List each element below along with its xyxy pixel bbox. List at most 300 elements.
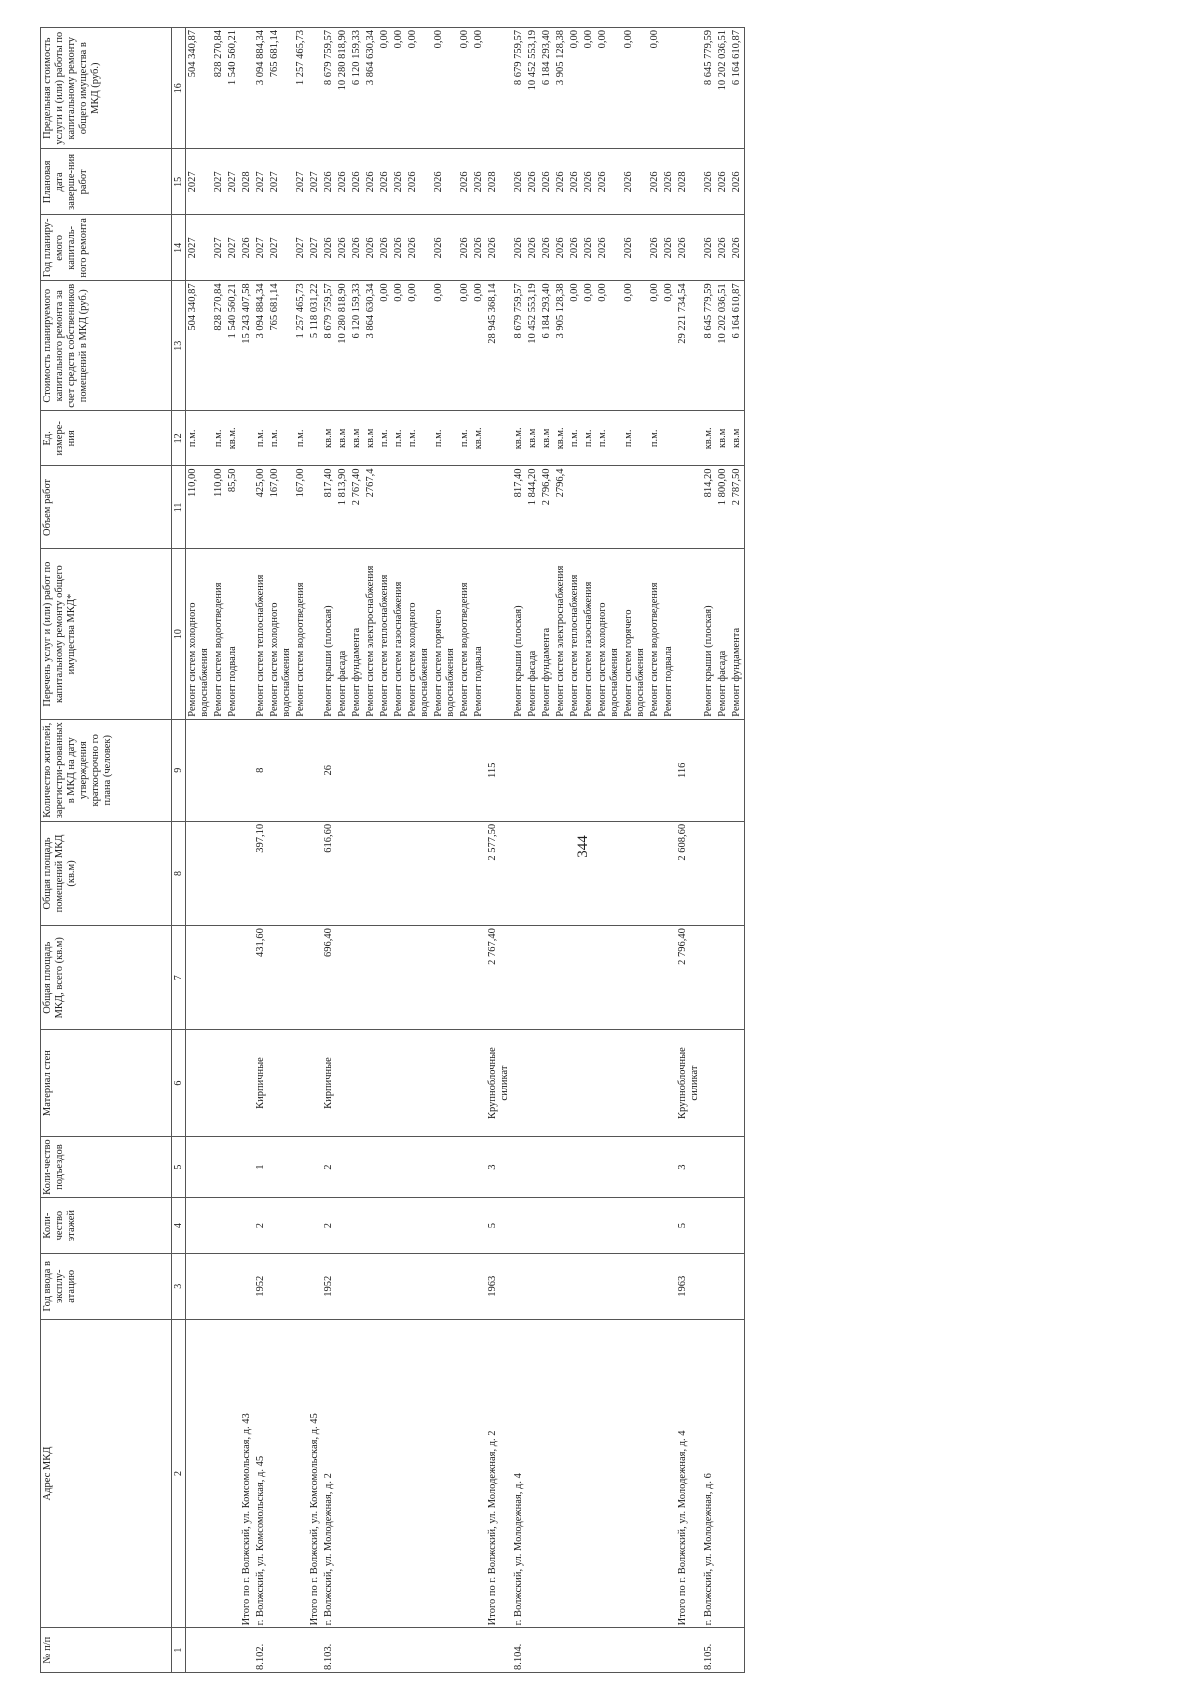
column-header-13: Стоимость планируемого капитального ремонта за счет средств собственников помещений в МКД (руб.) (41, 281, 172, 411)
cell-col-6 (622, 1030, 648, 1136)
cell-col-1 (458, 1628, 472, 1673)
cell-col-1 (676, 1628, 702, 1673)
column-header-15: Плановая дата заверше-ния работ (41, 149, 172, 215)
cell-col-1 (294, 1628, 308, 1673)
cell-col-11: 2 767,40 (350, 466, 364, 549)
cell-col-6 (378, 1030, 392, 1136)
cell-col-6 (336, 1030, 350, 1136)
cell-col-16: 0,00 (648, 28, 662, 149)
cell-col-16: 8 645 779,59 (702, 28, 716, 149)
cell-col-2 (526, 1319, 540, 1628)
cell-col-8 (596, 821, 622, 925)
cell-col-9 (702, 719, 716, 821)
column-number-3: 3 (172, 1253, 186, 1319)
cell-col-3: 1963 (676, 1253, 702, 1319)
cell-col-2: Итого по г. Волжский, ул. Молодежная, д. 4 (676, 1319, 702, 1628)
table-row (648, 28, 662, 1673)
cell-col-10: Ремонт систем холодного водоснабжения (186, 549, 213, 719)
cell-col-14: 2026 (662, 215, 676, 281)
cell-col-16: 0,00 (622, 28, 648, 149)
cell-col-10: Ремонт фундамента (540, 549, 554, 719)
cell-col-8 (554, 821, 568, 925)
cell-col-2 (268, 1319, 294, 1628)
cell-col-15: 2027 (254, 149, 268, 215)
cell-col-3 (472, 1253, 486, 1319)
cell-col-13: 1 257 465,73 (294, 281, 308, 411)
cell-col-3 (648, 1253, 662, 1319)
rotated-sheet (40, 27, 1200, 1673)
cell-col-2 (378, 1319, 392, 1628)
cell-col-1 (392, 1628, 406, 1673)
total-row (308, 28, 322, 1673)
cell-col-2 (294, 1319, 308, 1628)
cell-col-4 (226, 1198, 240, 1253)
cell-col-3 (226, 1253, 240, 1319)
cell-col-13: 0,00 (662, 281, 676, 411)
cell-col-8: 2 577,50 (486, 821, 512, 925)
cell-col-4 (716, 1198, 730, 1253)
cell-col-6 (730, 1030, 745, 1136)
table-row (186, 28, 213, 1673)
column-number-8: 8 (172, 821, 186, 925)
cell-col-4 (512, 1198, 526, 1253)
table-row (596, 28, 622, 1673)
cell-col-5 (512, 1136, 526, 1198)
table-row (378, 28, 392, 1673)
cell-col-12: п.м. (378, 411, 392, 466)
cell-col-9 (336, 719, 350, 821)
cell-col-15: 2026 (568, 149, 582, 215)
cell-col-10: Ремонт систем теплоснабжения (568, 549, 582, 719)
cell-col-6 (540, 1030, 554, 1136)
cell-col-5 (240, 1136, 254, 1198)
cell-col-7 (212, 926, 226, 1030)
cell-col-1 (596, 1628, 622, 1673)
cell-col-4 (364, 1198, 378, 1253)
cell-col-12: кв.м (350, 411, 364, 466)
cell-col-8 (350, 821, 364, 925)
cell-col-14: 2027 (254, 215, 268, 281)
cell-col-5: 1 (254, 1136, 268, 1198)
page-number: 344 (574, 835, 591, 858)
cell-col-3 (702, 1253, 716, 1319)
cell-col-5 (432, 1136, 458, 1198)
cell-col-12 (486, 411, 512, 466)
cell-col-1 (568, 1628, 582, 1673)
cell-col-4 (212, 1198, 226, 1253)
cell-col-11 (240, 466, 254, 549)
cell-col-7 (622, 926, 648, 1030)
cell-col-5 (392, 1136, 406, 1198)
cell-col-10: Ремонт подвала (472, 549, 486, 719)
cell-col-9: 115 (486, 719, 512, 821)
cell-col-5 (308, 1136, 322, 1198)
cell-col-6 (432, 1030, 458, 1136)
cell-col-3 (432, 1253, 458, 1319)
cell-col-15: 2028 (486, 149, 512, 215)
cell-col-12: кв.м (364, 411, 378, 466)
cell-col-3 (268, 1253, 294, 1319)
cell-col-10: Ремонт систем холодного водоснабжения (596, 549, 622, 719)
column-number-11: 11 (172, 466, 186, 549)
cell-col-2 (392, 1319, 406, 1628)
cell-col-7 (226, 926, 240, 1030)
cell-col-5 (702, 1136, 716, 1198)
cell-col-5: 3 (486, 1136, 512, 1198)
table-row (540, 28, 554, 1673)
cell-col-10: Ремонт фундамента (730, 549, 745, 719)
cell-col-9 (662, 719, 676, 821)
cell-col-10: Ремонт систем горячего водоснабжения (622, 549, 648, 719)
total-row (486, 28, 512, 1673)
cell-col-6 (512, 1030, 526, 1136)
cell-col-6 (268, 1030, 294, 1136)
cell-col-1 (378, 1628, 392, 1673)
cell-col-16: 1 540 560,21 (226, 28, 240, 149)
table-header (41, 28, 186, 1673)
cell-col-14: 2026 (676, 215, 702, 281)
cell-col-15: 2027 (294, 149, 308, 215)
cell-col-2 (350, 1319, 364, 1628)
cell-col-3 (294, 1253, 308, 1319)
cell-col-13: 765 681,14 (268, 281, 294, 411)
cell-col-14: 2026 (406, 215, 432, 281)
cell-col-12: п.м. (568, 411, 582, 466)
cell-col-13: 0,00 (582, 281, 596, 411)
cell-col-16: 0,00 (458, 28, 472, 149)
cell-col-6 (582, 1030, 596, 1136)
cell-col-9: 26 (322, 719, 336, 821)
cell-col-2: г. Волжский, ул. Молодежная, д. 4 (512, 1319, 526, 1628)
column-number-15: 15 (172, 149, 186, 215)
cell-col-7 (392, 926, 406, 1030)
cell-col-15: 2026 (526, 149, 540, 215)
cell-col-4 (240, 1198, 254, 1253)
cell-col-9 (472, 719, 486, 821)
cell-col-6 (662, 1030, 676, 1136)
cell-col-7 (432, 926, 458, 1030)
cell-col-7 (350, 926, 364, 1030)
cell-col-11: 167,00 (268, 466, 294, 549)
cell-col-11: 2 787,50 (730, 466, 745, 549)
cell-col-16: 6 184 293,40 (540, 28, 554, 149)
table-row (554, 28, 568, 1673)
cell-col-14: 2026 (582, 215, 596, 281)
cell-col-3 (336, 1253, 350, 1319)
cell-col-11 (622, 466, 648, 549)
cell-col-16: 828 270,84 (212, 28, 226, 149)
cell-col-10: Ремонт фасада (526, 549, 540, 719)
cell-col-13: 10 452 553,19 (526, 281, 540, 411)
cell-col-10: Ремонт систем водоотведения (212, 549, 226, 719)
cell-col-13: 8 645 779,59 (702, 281, 716, 411)
cell-col-16 (676, 28, 702, 149)
cell-col-7 (730, 926, 745, 1030)
cell-col-15: 2026 (378, 149, 392, 215)
cell-col-12: п.м. (212, 411, 226, 466)
cell-col-10: Ремонт крыши (плоская) (512, 549, 526, 719)
cell-col-14: 2026 (432, 215, 458, 281)
cell-col-3 (540, 1253, 554, 1319)
cell-col-5 (226, 1136, 240, 1198)
cell-col-15: 2026 (662, 149, 676, 215)
cell-col-16: 10 202 036,51 (716, 28, 730, 149)
cell-col-8 (212, 821, 226, 925)
cell-col-11 (662, 466, 676, 549)
cell-col-12 (240, 411, 254, 466)
cell-col-2 (540, 1319, 554, 1628)
cell-col-14: 2026 (702, 215, 716, 281)
table-row (432, 28, 458, 1673)
cell-col-6 (716, 1030, 730, 1136)
cell-col-2 (336, 1319, 350, 1628)
cell-col-15: 2026 (540, 149, 554, 215)
cell-col-15: 2026 (406, 149, 432, 215)
cell-col-5 (268, 1136, 294, 1198)
cell-col-7 (702, 926, 716, 1030)
cell-col-10 (676, 549, 702, 719)
cell-col-2 (186, 1319, 213, 1628)
cell-col-14: 2026 (512, 215, 526, 281)
cell-col-6 (226, 1030, 240, 1136)
table-row (364, 28, 378, 1673)
cell-col-14: 2026 (350, 215, 364, 281)
cell-col-13: 8 679 759,57 (512, 281, 526, 411)
cell-col-11 (568, 466, 582, 549)
cell-col-6 (472, 1030, 486, 1136)
cell-col-11: 817,40 (322, 466, 336, 549)
cell-col-7 (364, 926, 378, 1030)
column-header-12: Ед. измере-ния (41, 411, 172, 466)
cell-col-6: Крупноблочные силикат (486, 1030, 512, 1136)
column-number-4: 4 (172, 1198, 186, 1253)
cell-col-3 (350, 1253, 364, 1319)
table-row (406, 28, 432, 1673)
cell-col-8: 2 608,60 (676, 821, 702, 925)
table-row (472, 28, 486, 1673)
cell-col-5 (378, 1136, 392, 1198)
cell-col-5 (648, 1136, 662, 1198)
table-row (702, 28, 716, 1673)
cell-col-4 (294, 1198, 308, 1253)
cell-col-13: 28 945 368,14 (486, 281, 512, 411)
cell-col-7 (472, 926, 486, 1030)
cell-col-7 (554, 926, 568, 1030)
cell-col-3 (378, 1253, 392, 1319)
table-row (350, 28, 364, 1673)
cell-col-8 (568, 821, 582, 925)
cell-col-4 (582, 1198, 596, 1253)
cell-col-5 (540, 1136, 554, 1198)
cell-col-2: г. Волжский, ул. Молодежная, д. 2 (322, 1319, 336, 1628)
cell-col-8 (662, 821, 676, 925)
cell-col-1 (540, 1628, 554, 1673)
cell-col-2 (568, 1319, 582, 1628)
cell-col-8 (268, 821, 294, 925)
cell-col-16: 3 094 884,34 (254, 28, 268, 149)
cell-col-16 (308, 28, 322, 149)
cell-col-14: 2026 (596, 215, 622, 281)
cell-col-5 (350, 1136, 364, 1198)
cell-col-14: 2026 (336, 215, 350, 281)
cell-col-1 (308, 1628, 322, 1673)
cell-col-15: 2026 (554, 149, 568, 215)
cell-col-2 (662, 1319, 676, 1628)
cell-col-5 (554, 1136, 568, 1198)
cell-col-14: 2026 (554, 215, 568, 281)
column-number-6: 6 (172, 1030, 186, 1136)
cell-col-5: 2 (322, 1136, 336, 1198)
cell-col-13: 10 202 036,51 (716, 281, 730, 411)
cell-col-11 (486, 466, 512, 549)
cell-col-3: 1952 (254, 1253, 268, 1319)
cell-col-5 (406, 1136, 432, 1198)
cell-col-4 (622, 1198, 648, 1253)
cell-col-9 (268, 719, 294, 821)
cell-col-4 (392, 1198, 406, 1253)
cell-col-16: 0,00 (568, 28, 582, 149)
cell-col-6 (186, 1030, 213, 1136)
cell-col-13: 3 905 128,38 (554, 281, 568, 411)
cell-col-5 (730, 1136, 745, 1198)
cell-col-6 (702, 1030, 716, 1136)
column-header-7: Общая площадь МКД, всего (кв.м) (41, 926, 172, 1030)
cell-col-8 (294, 821, 308, 925)
cell-col-13: 504 340,87 (186, 281, 213, 411)
cell-col-14: 2026 (240, 215, 254, 281)
cell-col-8 (432, 821, 458, 925)
cell-col-5 (364, 1136, 378, 1198)
cell-col-13: 0,00 (568, 281, 582, 411)
column-number-10: 10 (172, 549, 186, 719)
cell-col-14: 2026 (540, 215, 554, 281)
header-row (41, 28, 172, 1673)
cell-col-7 (378, 926, 392, 1030)
total-row (240, 28, 254, 1673)
cell-col-12: кв.м (322, 411, 336, 466)
cell-col-3 (458, 1253, 472, 1319)
table-row (336, 28, 350, 1673)
cell-col-6: Крупноблочные силикат (676, 1030, 702, 1136)
cell-col-11 (406, 466, 432, 549)
cell-col-16: 1 257 465,73 (294, 28, 308, 149)
cell-col-15: 2028 (676, 149, 702, 215)
cell-col-1 (364, 1628, 378, 1673)
cell-col-9 (406, 719, 432, 821)
cell-col-12: п.м. (458, 411, 472, 466)
cell-col-10: Ремонт систем холодного водоснабжения (406, 549, 432, 719)
cell-col-12: п.м. (596, 411, 622, 466)
cell-col-10: Ремонт систем горячего водоснабжения (432, 549, 458, 719)
cell-col-3 (622, 1253, 648, 1319)
cell-col-9 (308, 719, 322, 821)
cell-col-7: 431,60 (254, 926, 268, 1030)
cell-col-4 (662, 1198, 676, 1253)
cell-col-1 (662, 1628, 676, 1673)
cell-col-3 (662, 1253, 676, 1319)
cell-col-9: 116 (676, 719, 702, 821)
cell-col-4 (308, 1198, 322, 1253)
cell-col-16: 10 280 818,90 (336, 28, 350, 149)
column-number-14: 14 (172, 215, 186, 281)
cell-col-12: кв.м. (512, 411, 526, 466)
cell-col-7 (540, 926, 554, 1030)
cell-col-1: 8.105. (702, 1628, 716, 1673)
cell-col-9 (582, 719, 596, 821)
cell-col-8 (702, 821, 716, 925)
cell-col-5 (622, 1136, 648, 1198)
cell-col-14: 2027 (186, 215, 213, 281)
cell-col-13: 3 094 884,34 (254, 281, 268, 411)
cell-col-9 (458, 719, 472, 821)
cell-col-8 (458, 821, 472, 925)
cell-col-8 (472, 821, 486, 925)
cell-col-13: 5 118 031,22 (308, 281, 322, 411)
cell-col-2 (730, 1319, 745, 1628)
cell-col-8 (716, 821, 730, 925)
cell-col-6 (458, 1030, 472, 1136)
cell-col-6: Кирпичные (322, 1030, 336, 1136)
cell-col-12: п.м. (432, 411, 458, 466)
cell-col-6 (364, 1030, 378, 1136)
cell-col-14: 2027 (294, 215, 308, 281)
cell-col-12: п.м. (648, 411, 662, 466)
cell-col-12 (662, 411, 676, 466)
column-header-8: Общая площадь помещений МКД (кв.м) (41, 821, 172, 925)
cell-col-9 (648, 719, 662, 821)
cell-col-3 (186, 1253, 213, 1319)
cell-col-10: Ремонт подвала (662, 549, 676, 719)
cell-col-9 (226, 719, 240, 821)
cell-col-10: Ремонт систем электроснабжения (554, 549, 568, 719)
table-row (254, 28, 268, 1673)
cell-col-5 (458, 1136, 472, 1198)
cell-col-1 (526, 1628, 540, 1673)
cell-col-7 (458, 926, 472, 1030)
cell-col-15: 2026 (512, 149, 526, 215)
cell-col-12: кв.м. (702, 411, 716, 466)
cell-col-10: Ремонт систем водоотведения (458, 549, 472, 719)
cell-col-12: п.м. (254, 411, 268, 466)
table-row (226, 28, 240, 1673)
cell-col-16: 0,00 (406, 28, 432, 149)
cell-col-8 (336, 821, 350, 925)
cell-col-9 (240, 719, 254, 821)
cell-col-15: 2026 (702, 149, 716, 215)
cell-col-2 (458, 1319, 472, 1628)
cell-col-15: 2026 (336, 149, 350, 215)
cell-col-9 (730, 719, 745, 821)
cell-col-15: 2026 (472, 149, 486, 215)
cell-col-11 (458, 466, 472, 549)
cell-col-8 (512, 821, 526, 925)
cell-col-3: 1963 (486, 1253, 512, 1319)
cell-col-1 (582, 1628, 596, 1673)
cell-col-7: 2 796,40 (676, 926, 702, 1030)
cell-col-7 (648, 926, 662, 1030)
cell-col-3 (364, 1253, 378, 1319)
column-header-5: Коли-чество подъездов (41, 1136, 172, 1198)
cell-col-15: 2026 (582, 149, 596, 215)
cell-col-1 (486, 1628, 512, 1673)
cell-col-13: 828 270,84 (212, 281, 226, 411)
cell-col-12: кв.м. (472, 411, 486, 466)
cell-col-7: 2 767,40 (486, 926, 512, 1030)
cell-col-3 (568, 1253, 582, 1319)
cell-col-2 (596, 1319, 622, 1628)
cell-col-13: 0,00 (648, 281, 662, 411)
cell-col-4: 5 (676, 1198, 702, 1253)
